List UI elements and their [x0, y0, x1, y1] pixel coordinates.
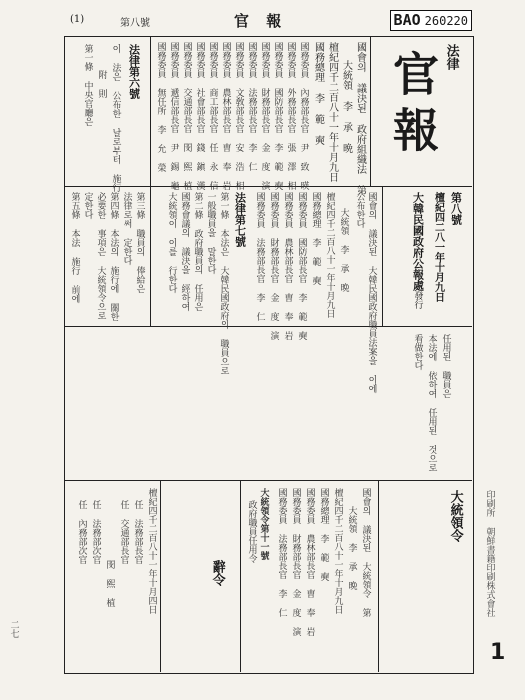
mid-right-6: 國務委員 國防部長官 李 範 奭	[296, 192, 307, 340]
bottom-divider-left	[160, 480, 161, 672]
law7-col-8: 第四條 本法의 施行에 關한	[108, 192, 119, 321]
jirei-2: 任 法務部長官	[132, 500, 143, 564]
law7-col-6: 第三條 職員의 俸給은	[134, 192, 145, 293]
main-title: 官報	[386, 50, 440, 162]
band3-col-2: 本法에 依하여 任用된 것으로	[426, 334, 437, 472]
publisher	[412, 192, 424, 309]
left-margin-note: 二七	[8, 620, 19, 638]
publisher-name: 大韓民國政府公報處	[411, 192, 425, 291]
law-col-8: 國務委員 財務部長官 金 度 演	[259, 42, 270, 190]
bottom-divider-mid	[240, 480, 241, 672]
archive-stamp	[390, 10, 472, 31]
masthead-small: 官 報	[234, 12, 288, 30]
bottom-right-2: 大統領 李 承 晩	[346, 506, 357, 590]
law-col-6: 國務委員 外務部長官 張 澤 相	[285, 42, 296, 190]
right-margin-note: 印刷所 朝鮮書籍印刷株式會社	[484, 490, 495, 617]
law-col-15: 國務委員 遞信部長官 尹 錫 龜	[168, 42, 179, 190]
jirei-heading: 辭令	[209, 560, 225, 586]
law-col-11: 國務委員 農林部長官 曺 奉 岩	[220, 42, 231, 190]
page-number: 1	[490, 640, 506, 665]
jirei-5: 任 法務部次官	[90, 500, 101, 564]
band3-col-3: 看做한다	[412, 334, 423, 370]
decree-title: 大統領令第十一號	[258, 488, 269, 560]
issue-label-top: 第八號	[120, 18, 150, 29]
law7-col-10: 定한다	[82, 192, 93, 219]
law7-col-3: 第二條 政府職員의 任用은	[192, 192, 203, 311]
page-header	[64, 10, 472, 34]
law6-divider	[150, 36, 151, 186]
law7-col-4: 國務會議의 議決을 經하여	[179, 192, 190, 311]
bottom-divider-right	[378, 480, 379, 672]
law7-col-5: 大統領이 이를 行한다	[166, 192, 177, 293]
issue-number: 第八號	[449, 192, 463, 225]
law-col-3: 檀紀四千二百八十一年十月九日	[326, 42, 338, 182]
issue-divider	[382, 186, 383, 326]
law7-col-7: 法律로써 定한다	[121, 192, 132, 265]
bottom-right-7: 國務委員 法務部長官 李 仁	[276, 488, 287, 617]
bottom-right-1: 國會의 議決된 大統領令 第	[360, 488, 371, 617]
jirei-1: 檀紀四千二百八十一年十月四日	[146, 488, 157, 614]
mid-right-8: 國務委員 財務部長官 金 度 演	[268, 192, 279, 340]
law-col-12: 國務委員 商工部長官 任 永 信	[207, 42, 218, 190]
mid-right-4: 檀紀四千二百八十一年十月九日	[324, 192, 335, 318]
law-col-13: 國務委員 社會部長官 錢 鎭 漢	[194, 42, 205, 190]
law7-title: 法律第七號	[233, 192, 247, 247]
law6-col-3: 第一條 中央官廳은	[82, 44, 93, 126]
law-col-7: 國務委員 國防部長官 李 範 奭	[272, 42, 283, 190]
stamp-number: 260220	[424, 14, 468, 28]
law7-col-11: 第五條 本法 施行 前에	[69, 192, 80, 303]
mid-right-7: 國務委員 農林部長官 曺 奉 岩	[282, 192, 293, 340]
mid-right-9: 國務委員 法務部長官 李 仁	[254, 192, 265, 321]
law6-col-2: 附 則	[96, 70, 107, 98]
law-col-16: 國務委員 無任所 李 允 榮	[155, 42, 166, 172]
law7-col-2: 一般職員을 말한다	[205, 192, 216, 274]
band3-col-1: 任用된 職員은	[440, 334, 451, 398]
mid-divider	[150, 186, 151, 326]
law-col-9: 國務委員 法務部長官 李 仁	[246, 42, 257, 171]
mid-right-1: 國會의 議決된 大韓民國政府職員法案을 이에	[366, 192, 377, 393]
band-rule-3	[64, 480, 472, 481]
jirei-6: 任 內務部次官	[76, 500, 87, 564]
decree-heading: 大統領令	[447, 490, 463, 542]
law-col-10: 國務委員 文敎部長官 安 浩 相	[233, 42, 244, 190]
bottom-right-5: 國務委員 農林部長官 曺 奉 岩	[304, 488, 315, 636]
publisher-suffix: 發行	[412, 291, 423, 309]
law6-col-1: 이 法은 公布한 날로부터 施行	[110, 44, 121, 192]
decree-line-1: 政府職員任用令	[246, 500, 257, 563]
stamp-code: BAO	[393, 11, 421, 29]
issue-date: 檀紀四二八一年十月九日	[432, 192, 444, 302]
law-col-4: 國務總理 李 範 奭	[312, 42, 324, 145]
masthead-divider	[370, 36, 371, 186]
section-law-heading: 法律	[443, 44, 459, 70]
law7-col-1: 第一條 本法은 大韓民國政府의 職員으로	[218, 192, 229, 375]
law-col-5: 國務委員 內務部長官 尹 致 暎	[298, 42, 309, 190]
law7-col-9: 必要한 事項은 大統領令으로	[95, 192, 106, 320]
bottom-right-4: 國務總理 李 範 奭	[318, 488, 329, 581]
bottom-right-3: 檀紀四千二百八十一年十月九日	[332, 488, 343, 614]
page-mark: (1)	[70, 14, 85, 25]
mid-right-3: 大統領 李 承 晩	[338, 208, 349, 292]
mid-right-2: 公布한다	[354, 192, 365, 228]
jirei-4: 閔 熙 植	[104, 560, 115, 607]
law-col-1: 國會의 議決된 政府組織法 第	[354, 42, 366, 195]
law-col-14: 國務委員 交通部長官 閔 熙 植	[181, 42, 192, 190]
jirei-3: 任 交通部長官	[118, 500, 129, 564]
bottom-right-6: 國務委員 財務部長官 金 度 演	[290, 488, 301, 636]
law-col-2: 大統領 李 承 晩	[340, 60, 352, 153]
law6-title: 法律第六號	[127, 44, 141, 99]
mid-right-5: 國務總理 李 範 奭	[310, 192, 321, 285]
